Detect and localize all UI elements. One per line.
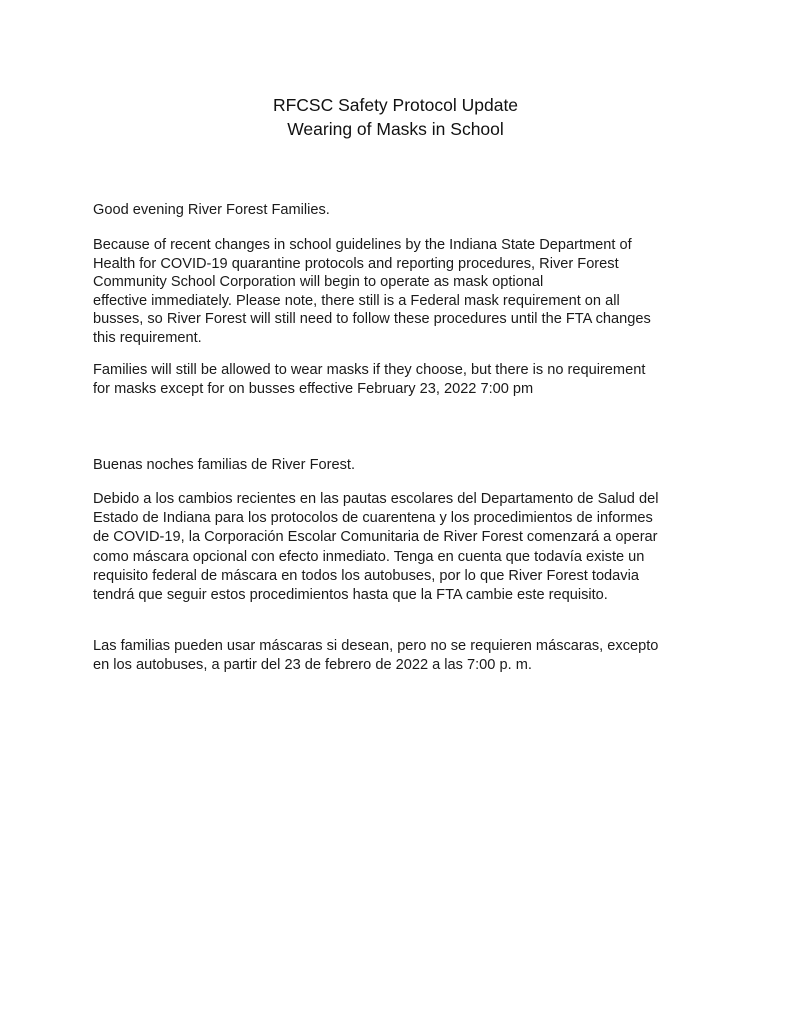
spanish-greeting <box>93 456 713 475</box>
title-line-1: RFCSC Safety Protocol Update <box>272 95 519 115</box>
text-line: tendrá que seguir estos procedimientos hasta que la FTA cambie este requisito. <box>93 587 608 604</box>
text-line: como máscara opcional con efecto inmediato. Tenga en cuenta que todavía existe un <box>93 548 645 565</box>
spanish-greeting-text: Buenas noches familias de River Forest. <box>93 457 355 473</box>
spanish-paragraph-2 <box>93 637 713 675</box>
text-line: requisito federal de máscara en todos los autobuses, por lo que River Forest todavia <box>93 567 639 584</box>
text-line: Debido a los cambios recientes en las pautas escolares del Departamento de Salud del <box>93 491 659 507</box>
text-line: Families will still be allowed to wear masks if they choose, but there is no requirement <box>93 362 646 378</box>
text-line: Las familias pueden usar máscaras si desean, pero no se requieren máscaras, excepto <box>93 638 659 654</box>
text-line: for masks except for on busses effective February 23, 2022 7:00 pm <box>93 380 534 397</box>
text-line: busses, so River Forest will still need to follow these procedures until the FTA changes <box>93 311 651 328</box>
text-line: Estado de Indiana para los protocolos de cuarentena y los procedimientos de informes <box>93 510 653 527</box>
text-line: effective immediately. Please note, there still is a Federal mask requirement on all <box>93 292 620 309</box>
english-paragraph-2 <box>93 361 713 398</box>
english-paragraph-1 <box>93 236 713 348</box>
document-title <box>0 93 791 141</box>
text-line: Health for COVID-19 quarantine protocols and reporting procedures, River Forest <box>93 255 619 272</box>
english-greeting-text: Good evening River Forest Families. <box>93 202 330 218</box>
text-line: Because of recent changes in school guidelines by the Indiana State Department of <box>93 237 632 253</box>
text-line: Community School Corporation will begin to operate as mask optional <box>93 274 544 291</box>
text-line: this requirement. <box>93 329 202 346</box>
spanish-paragraph-1 <box>93 490 713 605</box>
english-greeting <box>93 201 713 220</box>
text-line: de COVID-19, la Corporación Escolar Comunitaria de River Forest comenzará a operar <box>93 529 658 546</box>
title-line-2: Wearing of Masks in School <box>287 119 504 139</box>
text-line: en los autobuses, a partir del 23 de febrero de 2022 a las 7:00 p. m. <box>93 657 532 674</box>
